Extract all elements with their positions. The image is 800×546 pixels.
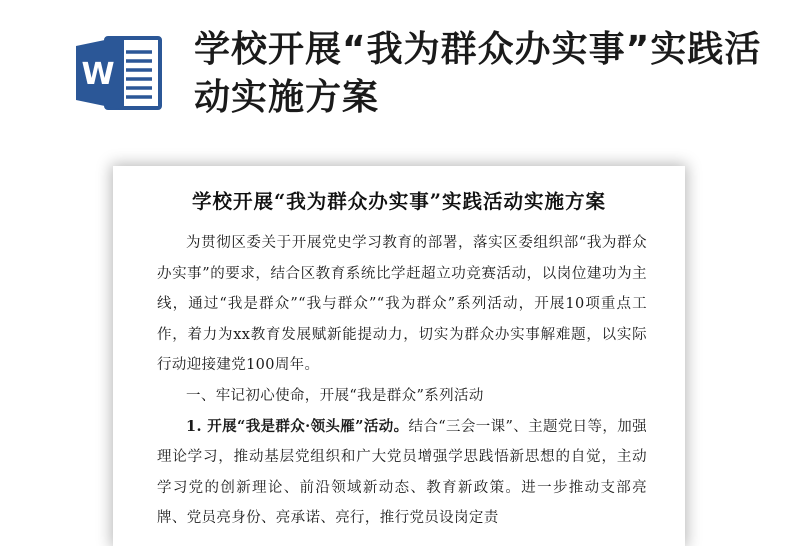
item-paragraph bbox=[157, 412, 647, 534]
word-icon-letter: W bbox=[81, 57, 115, 92]
document-body bbox=[157, 228, 647, 534]
item-lead-bold: 1. 开展“我是群众·领头雁”活动。 bbox=[186, 417, 409, 435]
section-heading: 一、牢记初心使命，开展“我是群众”系列活动 bbox=[186, 387, 484, 404]
word-document-icon bbox=[76, 34, 164, 112]
banner-header bbox=[0, 0, 800, 140]
page-title: 学校开展“我为群众办实事”实践活动实施方案 bbox=[194, 29, 762, 118]
item-body: 结合“三会一课”、主题党日等，加强理论学习，推动基层党组织和广大党员增强学思践悟新思想的自觉，主动学习党的创新理论、前沿领域新动态、教育新政策。进一步推动支部亮牌、党员亮身份、亮承诺、亮行，推行党员设岗定责 bbox=[157, 418, 647, 527]
document-title: 学校开展“我为群众办实事”实践活动实施方案 bbox=[192, 190, 606, 213]
intro-paragraph: 为贯彻区委关于开展党史学习教育的部署，落实区委组织部“我为群众办实事”的要求，结合区教育系统比学赶超立功竞赛活动，以岗位建功为主线，通过“我是群众”“我与群众”“我为群众”系列活动，开展10项重点工作，着力为xx教育发展赋新能提动力，切实为群众办实事解难题，以实际行动迎接建党100周年。 bbox=[157, 235, 647, 374]
document-page-preview bbox=[113, 166, 685, 546]
